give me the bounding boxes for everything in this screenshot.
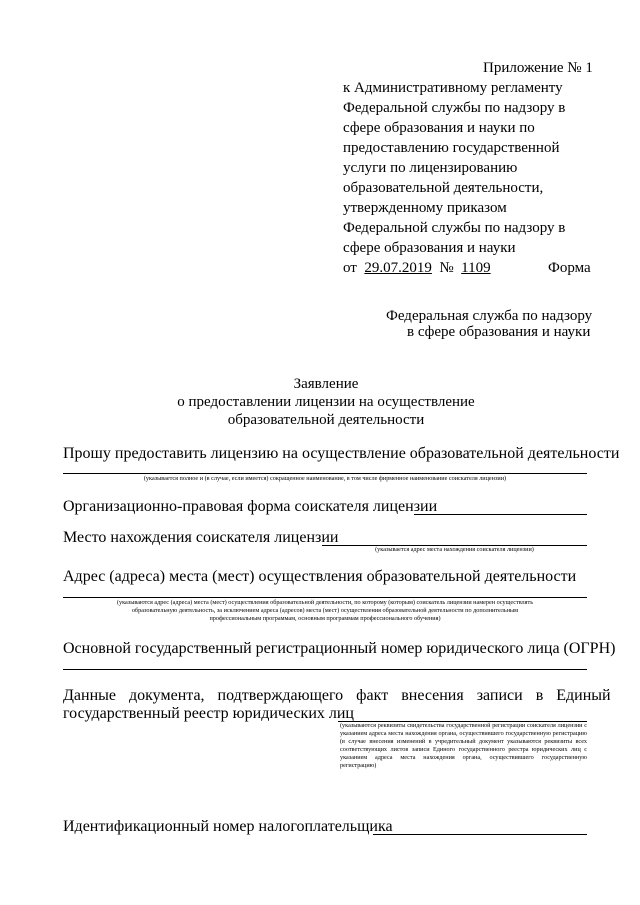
location-hint: (указывается адрес места нахождения соискателя лицензии) [375, 546, 534, 553]
inn-label: Идентификационный номер налогоплательщика [63, 818, 393, 835]
statement-subtitle-2: образовательной деятельности [227, 412, 425, 428]
location-label: Место нахождения соискателя лицензии [63, 529, 339, 546]
request-text: Прошу предоставить лицензию на осуществление образовательной деятельности [63, 445, 620, 462]
activity-hint-line: образовательную деятельность, за исключением адреса (адресов) места (мест) осуществления образовательной деятельности по дополнительным [131, 607, 519, 614]
recipient-line-2: в сфере образования и науки [407, 324, 591, 340]
order-number: 1109 [461, 260, 491, 276]
applicant-name-line[interactable] [63, 473, 587, 474]
appendix-block [343, 78, 603, 278]
appendix-line: сфере образования и науки по [343, 120, 535, 136]
order-date: 29.07.2019 [364, 260, 432, 276]
from-label: от [343, 260, 357, 276]
number-label: № [439, 260, 454, 276]
form-label: Форма [548, 260, 591, 276]
activity-address-label: Адрес (адреса) места (мест) осуществления образовательной деятельности [63, 568, 577, 585]
appendix-line: к Административному регламенту [343, 80, 563, 96]
statement-title: Заявление [293, 376, 359, 392]
ogrn-label: Основной государственный регистрационный номер юридического лица (ОГРН) [63, 640, 616, 657]
org-form-label: Организационно-правовая форма соискателя лицензии [63, 498, 438, 515]
org-form-line[interactable] [414, 514, 587, 515]
recipient-line-1: Федеральная служба по надзору [386, 308, 593, 324]
appendix-line: услуги по лицензированию [343, 160, 518, 176]
registry-hint: (указываются реквизиты свидетельства государственной регистрации соискателя лицензии с указанием адреса места нахождения органа, осуществившего государственную регистрацию (в случае внесения изменений в учредительный документ указываются реквизиты всех соответствующих листов записи Единого государственного реестра юридических лиц с указанием адреса места нахождения органа, осуществившего государственную регистрацию) [340, 722, 587, 769]
appendix-title: Приложение № 1 [483, 60, 593, 76]
activity-address-line[interactable] [63, 597, 587, 598]
activity-address-hint [63, 599, 587, 623]
ogrn-line[interactable] [63, 669, 587, 670]
appendix-line: Федеральной службы по надзору в [343, 100, 566, 116]
statement-heading [0, 374, 640, 430]
inn-line[interactable] [373, 834, 587, 835]
activity-hint-line: профессиональным программам, основным программам профессионального обучения) [209, 615, 441, 622]
appendix-line: сфере образования и науки [343, 240, 516, 256]
activity-hint-line: (указываются адрес (адреса) места (мест) осуществления образовательной деятельности, по которому (которым) соискатель лицензии намерен осуществлять [116, 599, 534, 606]
registry-label-1: Данные документа, подтверждающего факт внесения записи в Единый [63, 687, 611, 704]
appendix-line: образовательной деятельности, [343, 180, 544, 196]
appendix-line: предоставлению государственной [343, 140, 560, 156]
appendix-line: утвержденному приказом [343, 200, 507, 216]
applicant-name-hint: (указывается полное и (в случае, если имеется) сокращенное наименование, в том числе фирменное наименование соискателя лицензии) [143, 475, 507, 482]
appendix-line: Федеральной службы по надзору в [343, 220, 566, 236]
statement-subtitle-1: о предоставлении лицензии на осуществление [177, 394, 475, 410]
registry-label-2: государственный реестр юридических лиц [63, 705, 354, 722]
